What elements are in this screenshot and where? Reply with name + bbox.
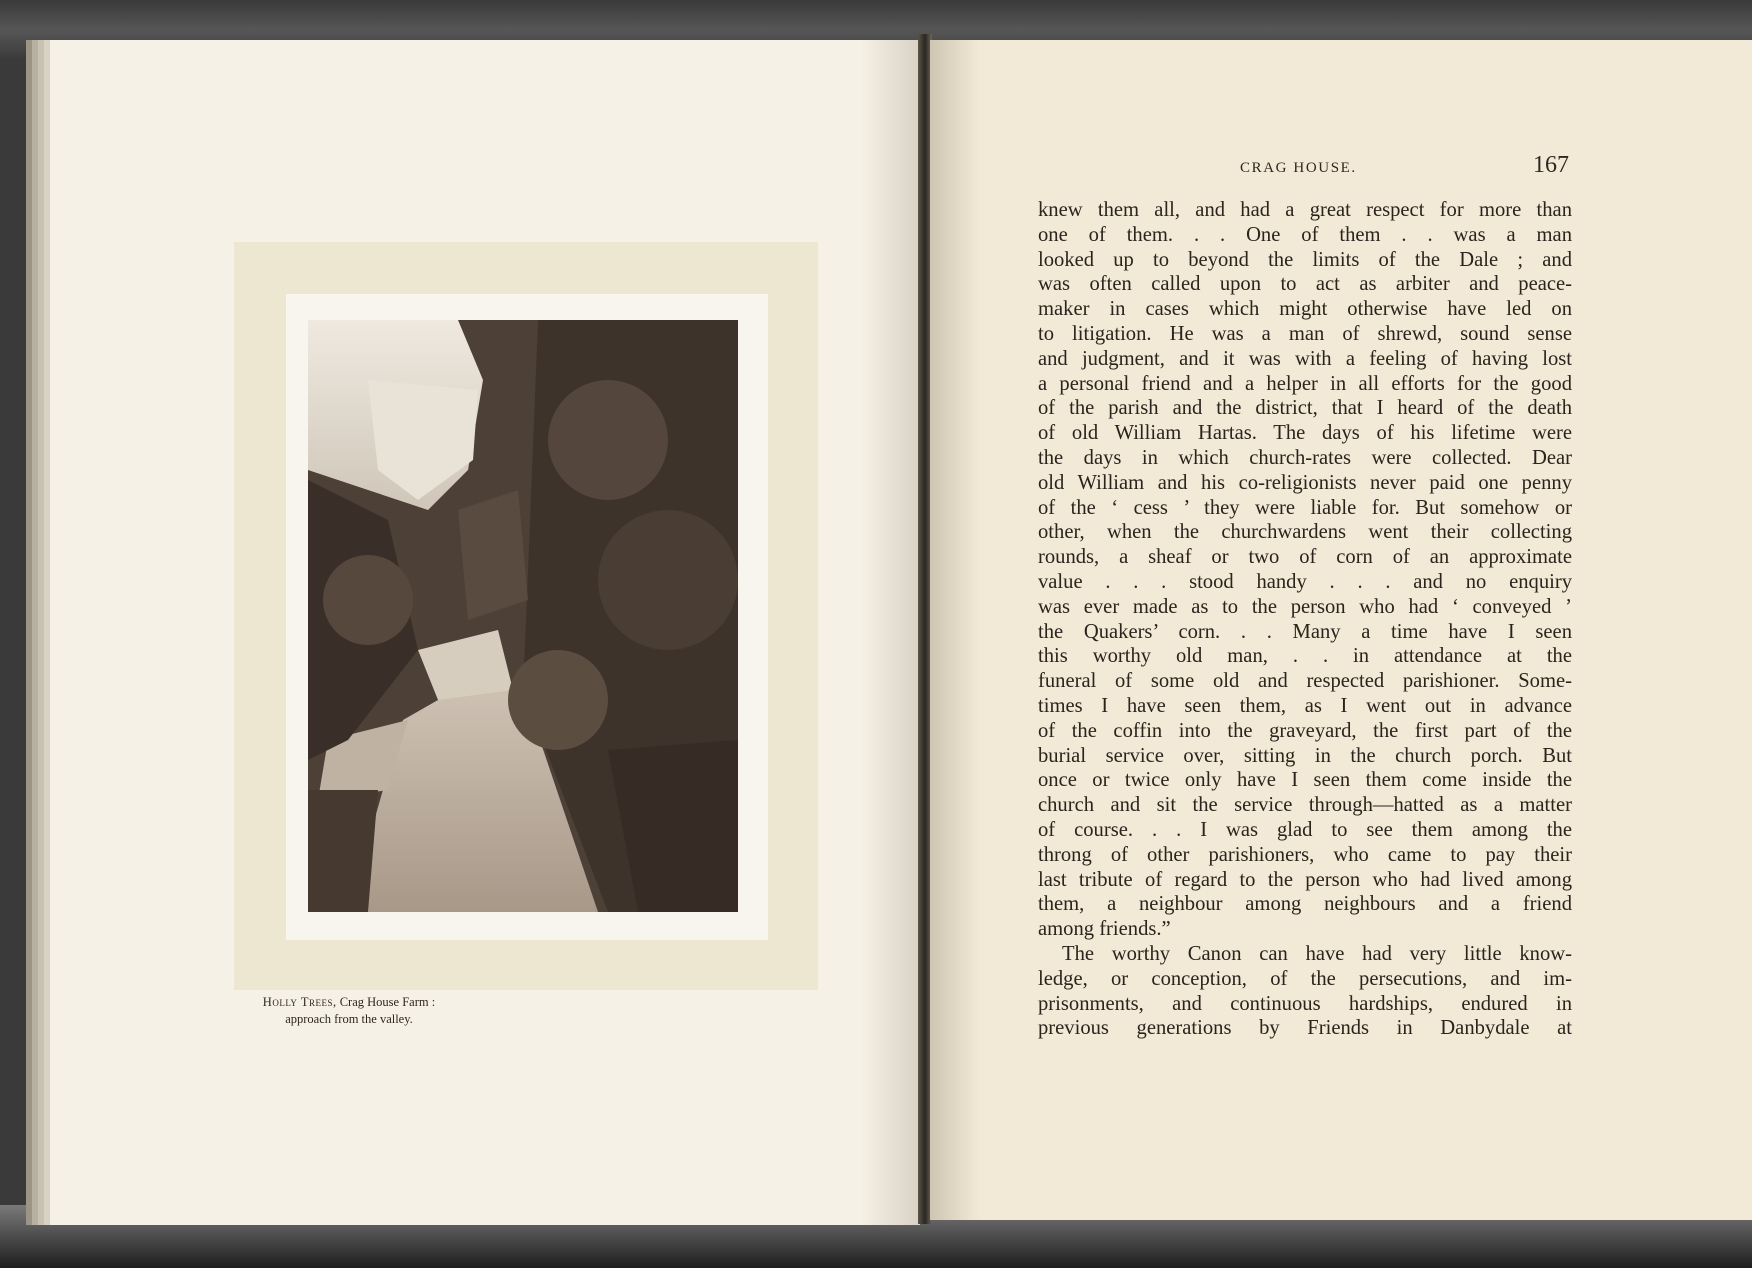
- text-line: them, a neighbour among neighbours and a friend: [1038, 893, 1572, 916]
- text-line: of the ‘ cess ’ they were liable for. But somehow or: [1038, 496, 1572, 519]
- text-line: value . . . stood handy . . . and no enquiry: [1038, 570, 1572, 593]
- text-line: to litigation. He was a man of shrewd, sound sense: [1038, 322, 1572, 345]
- text-line: of old William Hartas. The days of his lifetime were: [1038, 422, 1572, 445]
- plate-caption: [234, 994, 464, 1028]
- text-line: was ever made as to the person who had ‘ conveyed ’: [1038, 595, 1572, 618]
- text-line: times I have seen them, as I went out in advance: [1038, 694, 1572, 717]
- text-line: and judgment, and it was with a feeling of having lost: [1038, 347, 1572, 370]
- text-line: church and sit the service through—hatted as a matter: [1038, 794, 1572, 817]
- text-line: was often called upon to act as arbiter and peace-: [1038, 273, 1572, 296]
- text-line: a personal friend and a helper in all efforts for the good: [1038, 372, 1572, 395]
- text-line: burial service over, sitting in the church porch. But: [1038, 744, 1572, 767]
- running-title: CRAG HOUSE.: [1240, 160, 1357, 176]
- text-line: rounds, a sheaf or two of corn of an approximate: [1038, 546, 1572, 569]
- text-line: among friends.”: [1038, 918, 1171, 941]
- lane-photo-image: [308, 320, 738, 912]
- text-line: this worthy old man, . . in attendance at the: [1038, 645, 1572, 668]
- text-line: of the parish and the district, that I heard of the death: [1038, 397, 1572, 420]
- text-line: looked up to beyond the limits of the Dale ; and: [1038, 248, 1572, 271]
- caption-title: Holly Trees,: [262, 995, 337, 1009]
- text-line: old William and his co-religionists never paid one penny: [1038, 471, 1572, 494]
- text-line: The worthy Canon can have had very little know-: [1062, 942, 1572, 965]
- caption-line-2: approach from the valley.: [285, 1012, 413, 1026]
- text-line: the days in which church-rates were collected. Dear: [1038, 446, 1572, 469]
- caption-line-1: [234, 994, 464, 1011]
- text-line: maker in cases which might otherwise have led on: [1038, 298, 1572, 321]
- text-line: of course. . . I was glad to see them among the: [1038, 818, 1572, 841]
- text-line: the Quakers’ corn. . . Many a time have I seen: [1038, 620, 1572, 643]
- text-line: funeral of some old and respected parishioner. Some-: [1038, 670, 1572, 693]
- text-line: ledge, or conception, of the persecutions, and im-: [1038, 967, 1572, 990]
- text-line: once or twice only have I seen them come inside the: [1038, 769, 1572, 792]
- page-number: 167: [1533, 152, 1569, 178]
- body-text: [1038, 198, 1572, 1041]
- text-line: one of them. . . One of them . . was a man: [1038, 223, 1572, 246]
- plate-photograph: [308, 320, 738, 912]
- text-line: throng of other parishioners, who came to pay their: [1038, 843, 1572, 866]
- caption-location: Crag House Farm :: [336, 995, 436, 1009]
- text-line: of the coffin into the graveyard, the first part of the: [1038, 719, 1572, 742]
- text-line: prisonments, and continuous hardships, endured in: [1038, 992, 1572, 1015]
- text-line: other, when the churchwardens went their collecting: [1038, 521, 1572, 544]
- text-line: last tribute of regard to the person who had lived among: [1038, 868, 1572, 891]
- text-line: knew them all, and had a great respect for more than: [1038, 199, 1572, 221]
- text-line: previous generations by Friends in Danbydale at: [1038, 1017, 1572, 1040]
